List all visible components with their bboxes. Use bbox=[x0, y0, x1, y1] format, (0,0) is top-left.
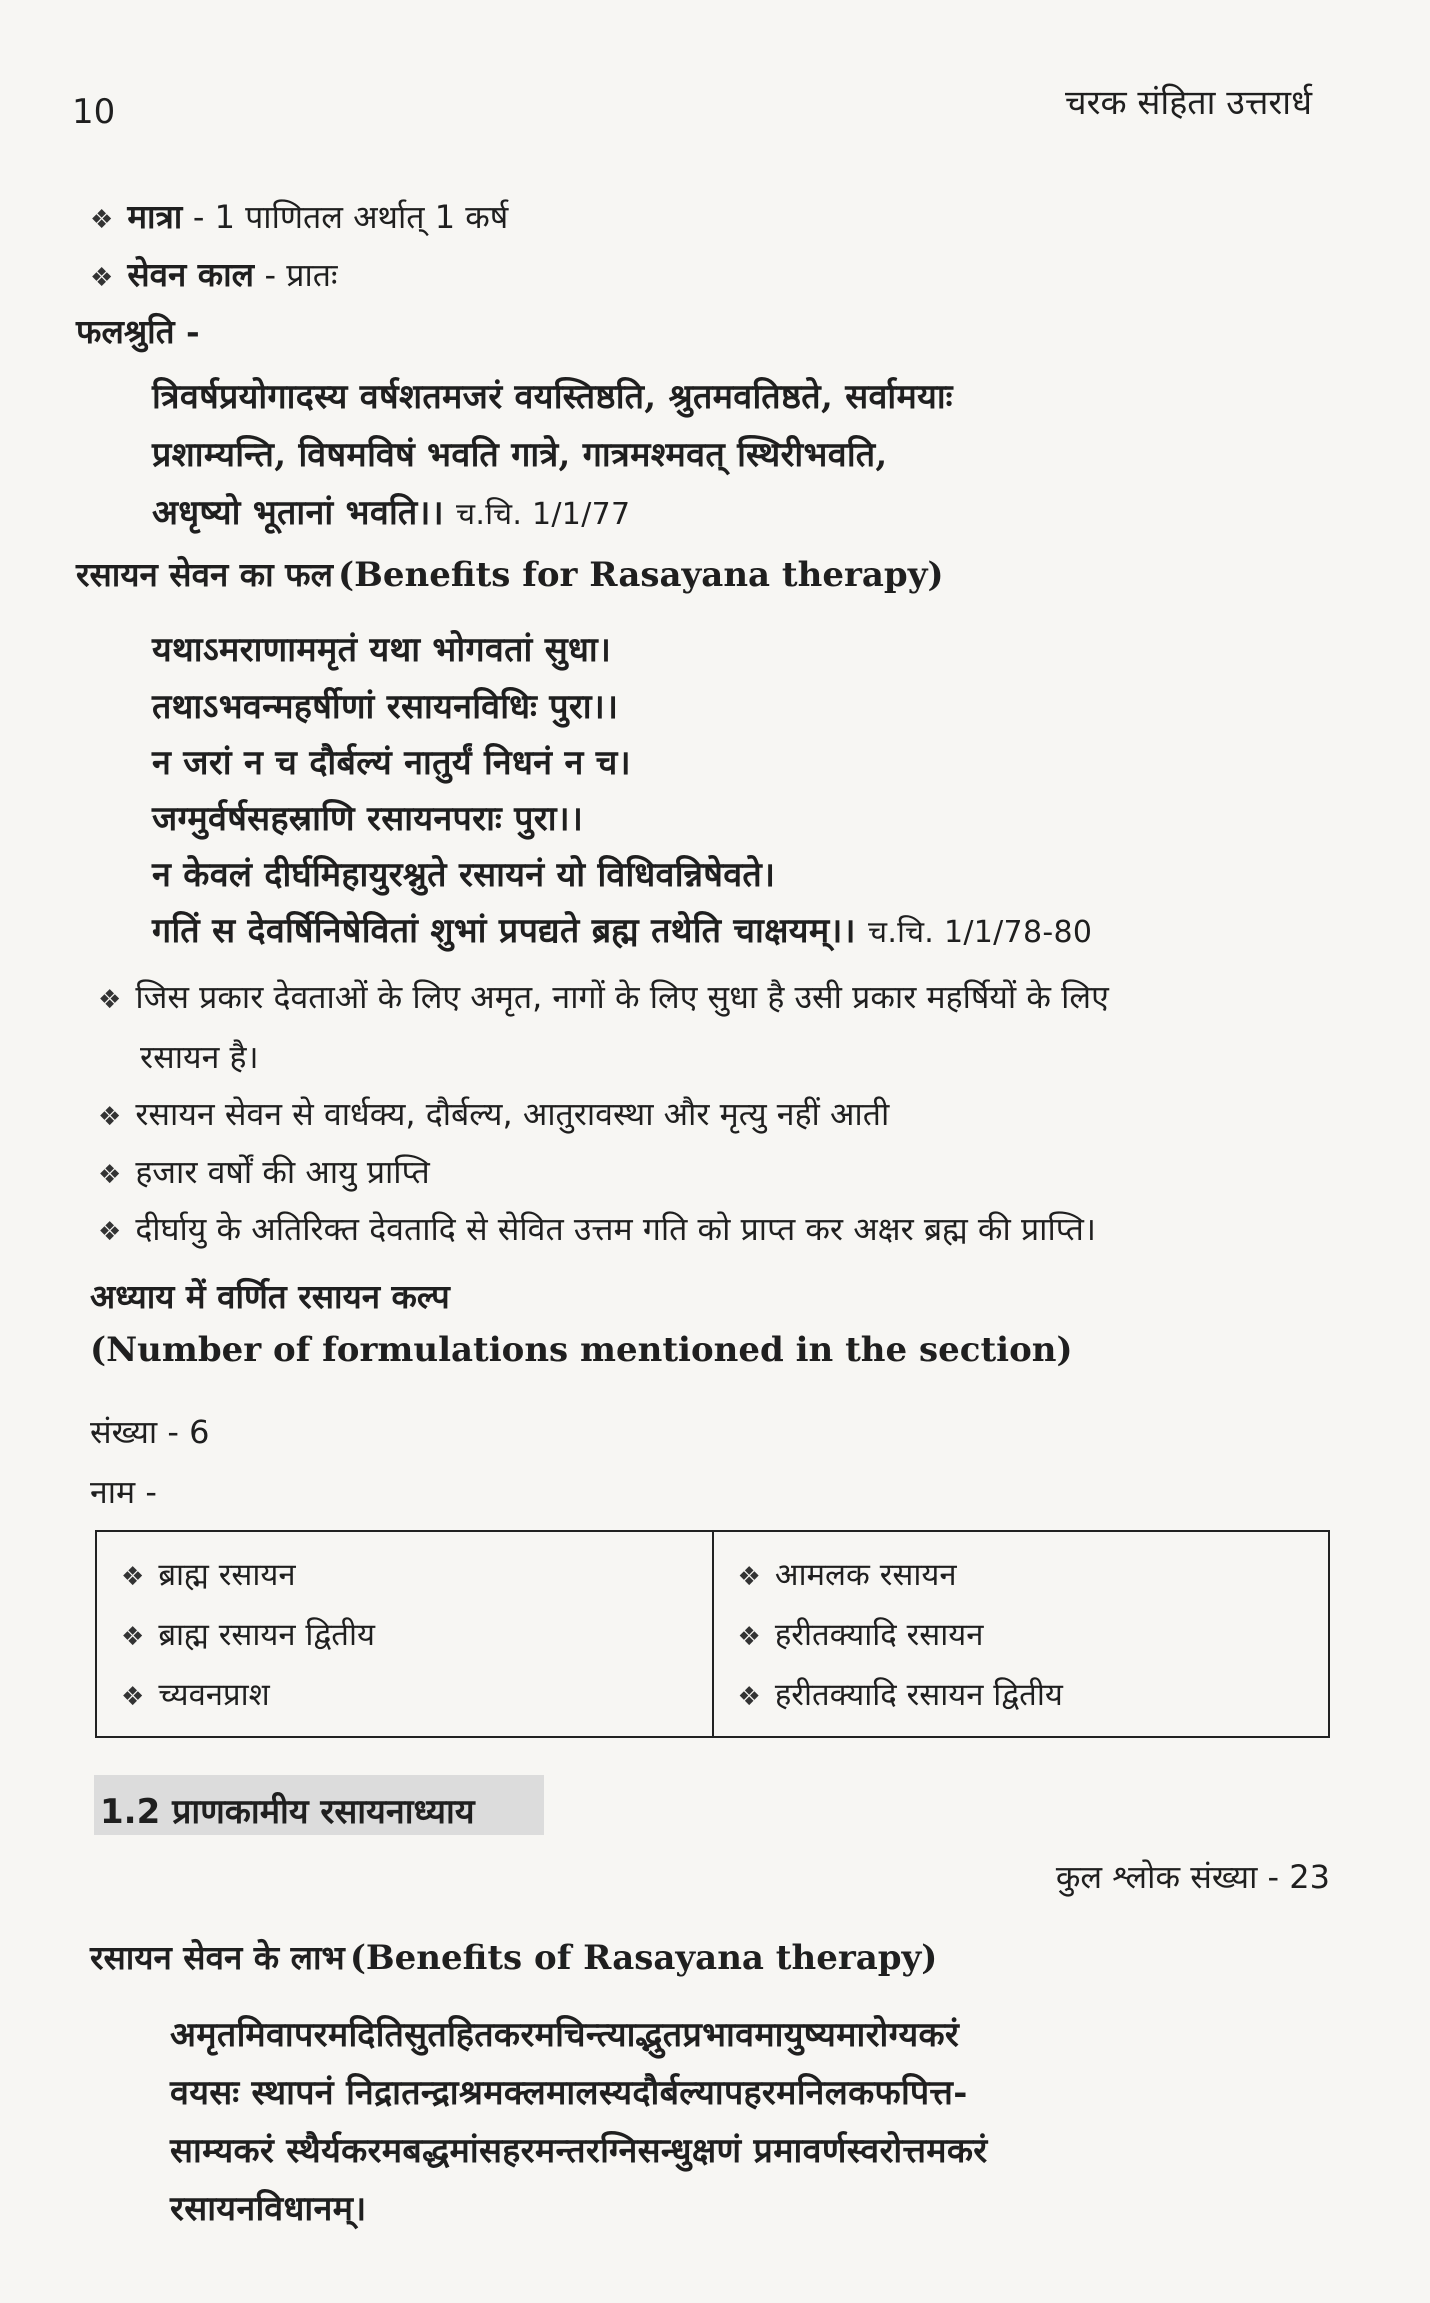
bullet-icon: ❖ bbox=[121, 1682, 145, 1712]
dose-line bbox=[90, 197, 509, 236]
benefits-verse-line: जग्मुर्वर्षसहस्राणि रसायनपराः पुरा।। bbox=[152, 799, 584, 839]
phalashruti-verse-line: प्रशाम्यन्ति, विषमविषं भवति गात्रे, गात्रमश्मवत् स्थिरीभवति, bbox=[152, 435, 888, 475]
gains-heading bbox=[90, 1938, 937, 1978]
benefits-reference: च.चि. 1/1/78-80 bbox=[867, 915, 1093, 950]
table-row bbox=[96, 1531, 1329, 1737]
bullet-icon: ❖ bbox=[737, 1562, 761, 1592]
bullet-icon: ❖ bbox=[98, 1102, 122, 1132]
benefits-heading bbox=[76, 555, 944, 595]
gains-verse-line: साम्यकरं स्थैर्यकरमबद्धमांसहरमन्तरग्निसन्धुक्षणं प्रमावर्णस्वरोत्तमकरं bbox=[170, 2131, 988, 2171]
formulations-table bbox=[95, 1530, 1330, 1738]
benefits-verse-line: यथाऽमराणाममृतं यथा भोगवतां सुधा। bbox=[152, 630, 612, 670]
phalashruti-verse-line: त्रिवर्षप्रयोगादस्य वर्षशतमजरं वयस्तिष्ठति, श्रुतमवतिष्ठते, सर्वामयाः bbox=[152, 377, 953, 417]
total-shloka-count: कुल श्लोक संख्या - 23 bbox=[1055, 1858, 1330, 1896]
gains-heading-hi: रसायन सेवन के लाभ bbox=[90, 1938, 345, 1977]
bullet-icon: ❖ bbox=[737, 1622, 761, 1652]
formulations-names-label: नाम - bbox=[90, 1473, 157, 1511]
time-value: - प्रातः bbox=[264, 256, 338, 294]
formulation-item: ❖ हरीतक्यादि रसायन bbox=[737, 1617, 984, 1653]
benefit-point: ❖ हजार वर्षों की आयु प्राप्ति bbox=[98, 1153, 430, 1191]
formulation-item: ❖ ब्राह्म रसायन द्वितीय bbox=[121, 1617, 375, 1653]
page-number: 10 bbox=[72, 92, 116, 132]
benefits-heading-hi: रसायन सेवन का फल bbox=[76, 555, 333, 594]
formulation-item: ❖ च्यवनप्राश bbox=[121, 1677, 270, 1713]
phalashruti-reference: च.चि. 1/1/77 bbox=[456, 497, 631, 532]
bullet-icon: ❖ bbox=[98, 1160, 122, 1190]
formulations-right-column bbox=[713, 1531, 1330, 1737]
benefit-point: ❖ जिस प्रकार देवताओं के लिए अमृत, नागों के लिए सुधा है उसी प्रकार महर्षियों के लिए bbox=[98, 978, 1109, 1016]
formulations-left-column bbox=[96, 1531, 713, 1737]
bullet-icon: ❖ bbox=[98, 985, 122, 1015]
gains-verse-line: वयसः स्थापनं निद्रातन्द्राश्रमक्लमालस्यदौर्बल्यापहरमनिलकफपित्त- bbox=[170, 2073, 968, 2113]
running-header: चरक संहिता उत्तरार्ध bbox=[1064, 83, 1312, 123]
bullet-icon: ❖ bbox=[98, 1217, 122, 1247]
gains-heading-en: (Benefits of Rasayana therapy) bbox=[349, 1938, 938, 1978]
benefits-verse-line: तथाऽभवन्महर्षीणां रसायनविधिः पुरा।। bbox=[152, 687, 619, 727]
bullet-icon: ❖ bbox=[90, 205, 114, 235]
formulation-item: ❖ आमलक रसायन bbox=[737, 1557, 957, 1593]
formulations-heading-hi: अध्याय में वर्णित रसायन कल्प bbox=[90, 1277, 450, 1316]
formulations-count: संख्या - 6 bbox=[90, 1413, 210, 1451]
bullet-icon: ❖ bbox=[121, 1562, 145, 1592]
benefits-verse-line: न जरां न च दौर्बल्यं नातुर्यं निधनं न च। bbox=[152, 743, 631, 783]
benefits-verse-line bbox=[152, 906, 1092, 952]
benefit-point: ❖ दीर्घायु के अतिरिक्त देवतादि से सेवित उत्तम गति को प्राप्त कर अक्षर ब्रह्म की प्राप्ति। bbox=[98, 1210, 1096, 1248]
time-line bbox=[90, 255, 338, 294]
bullet-icon: ❖ bbox=[90, 263, 114, 293]
gains-verse-line: अमृतमिवापरमदितिसुतहितकरमचिन्त्याद्भुतप्रभावमायुष्यमारोग्यकरं bbox=[170, 2015, 960, 2055]
phalashruti-verse-end: अधृष्यो भूतानां भवति।। bbox=[152, 493, 444, 533]
benefits-verse-end: गतिं स देवर्षिनिषेवितां शुभां प्रपद्यते ब्रह्म तथेति चाक्षयम्।। bbox=[152, 911, 856, 951]
phalashruti-heading: फलश्रुति - bbox=[76, 312, 200, 351]
dose-label: मात्रा bbox=[127, 197, 183, 236]
benefit-point-continued: रसायन है। bbox=[140, 1038, 259, 1076]
phalashruti-verse-line bbox=[152, 488, 630, 534]
dose-value: - 1 पाणितल अर्थात् 1 कर्ष bbox=[192, 198, 509, 236]
benefit-point: ❖ रसायन सेवन से वार्धक्य, दौर्बल्य, आतुरावस्था और मृत्यु नहीं आती bbox=[98, 1095, 890, 1133]
formulation-item: ❖ हरीतक्यादि रसायन द्वितीय bbox=[737, 1677, 1063, 1713]
formulation-item: ❖ ब्राह्म रसायन bbox=[121, 1557, 296, 1593]
formulations-heading-en: (Number of formulations mentioned in the section) bbox=[90, 1330, 1073, 1370]
bullet-icon: ❖ bbox=[737, 1682, 761, 1712]
gains-verse-line: रसायनविधानम्। bbox=[170, 2189, 367, 2229]
benefits-verse-line: न केवलं दीर्घमिहायुरश्नुते रसायनं यो विधिवन्निषेवते। bbox=[152, 855, 776, 895]
section-title: 1.2 प्राणकामीय रसायनाध्याय bbox=[100, 1792, 475, 1832]
time-label: सेवन काल bbox=[127, 255, 255, 294]
benefits-heading-en: (Benefits for Rasayana therapy) bbox=[338, 555, 944, 595]
bullet-icon: ❖ bbox=[121, 1622, 145, 1652]
